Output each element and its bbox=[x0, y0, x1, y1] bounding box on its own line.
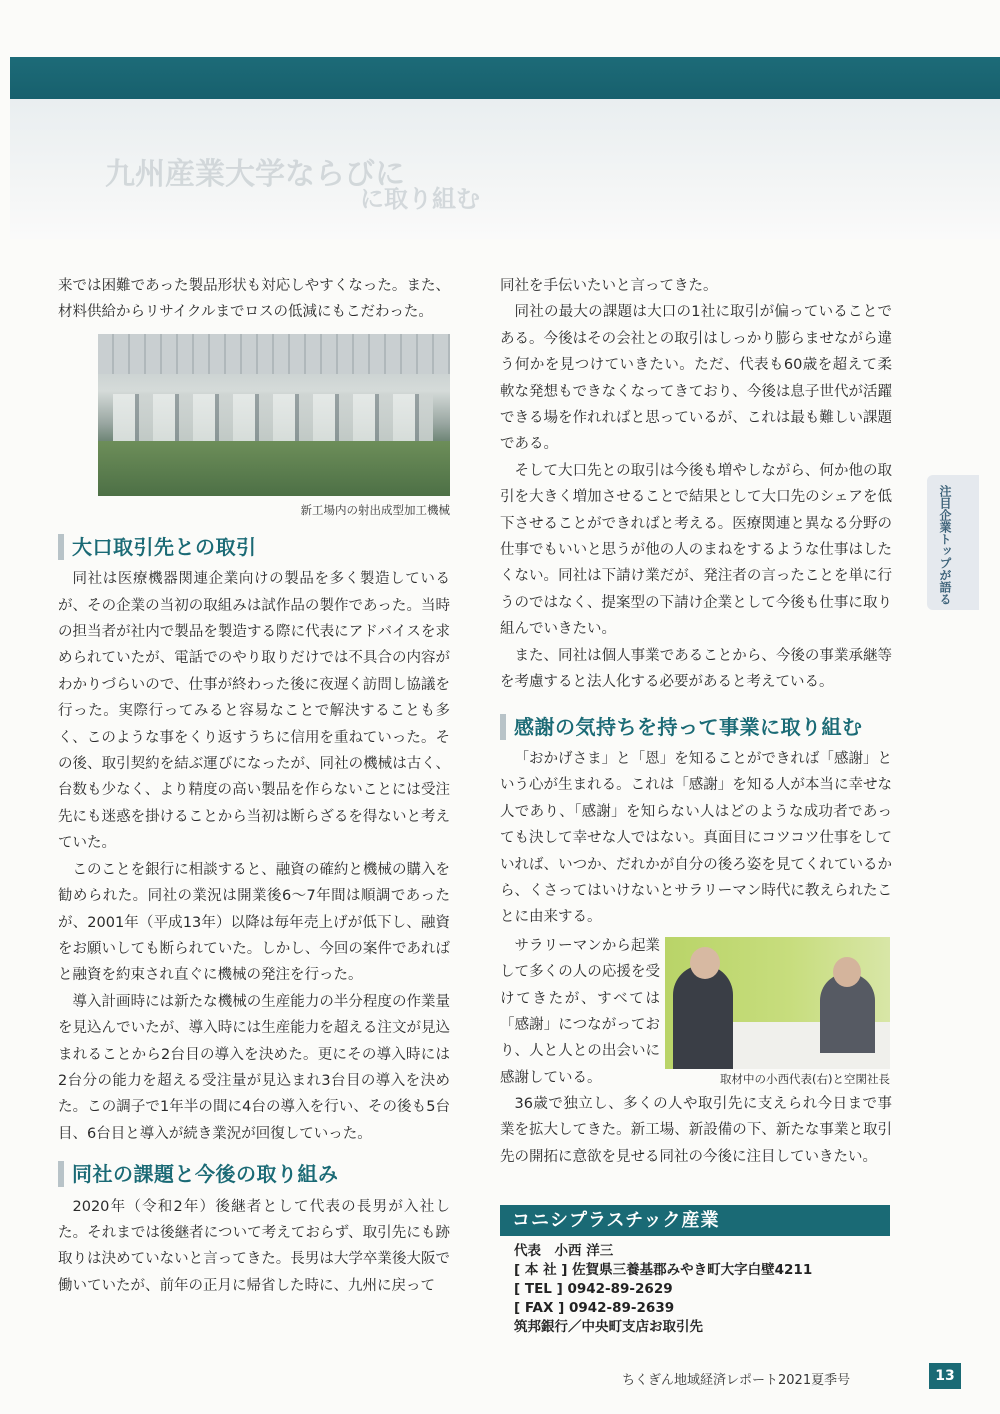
interview-photo-caption: 取材中の小西代表(右)と空閑社長 bbox=[720, 1071, 890, 1086]
paragraph: このことを銀行に相談すると、融資の確約と機械の購入を勧められた。同社の業況は開業後6〜7年間は順調であったが、2001年（平成13年）以降は毎年売上げが低下し、融資をお願いしても断られていた。しかし、今回の案件であればと融資を約束され直ぐに機械の発注を行った。 bbox=[58, 861, 450, 984]
paragraph: 2020年（令和2年）後継者として代表の長男が入社した。それまでは後継者について考えておらず、取引先にも跡取りは決めていないと言ってきた。長男は大学卒業後大阪で働いていたが、前年の正月に帰省した時に、九州に戻って bbox=[58, 1198, 450, 1294]
section-title-1: 大口取引先との取引 bbox=[72, 534, 257, 559]
paragraph: 導入計画時には新たな機械の生産能力の半分程度の作業量を見込んでいたが、導入時には生産能力を超える注文が見込まれることから2台目の導入を決めた。更にその導入時には2台分の能力を超える受注量が見込まれ3台目の導入を決めた。この調子で1年半の間に4台の導入を行い、その後も5台目、6台目と導入が続き業況が回復していった。 bbox=[58, 993, 450, 1142]
heading-bar bbox=[58, 1161, 64, 1187]
beside-photo-text bbox=[500, 933, 660, 1091]
page-number: 13 bbox=[929, 1363, 961, 1389]
paragraph: 同社を手伝いたいと言ってきた。 bbox=[500, 278, 718, 294]
section-heading-1 bbox=[58, 534, 450, 560]
paragraph: 同社の最大の課題は大口の1社に取引が偏っていることである。今後はその会社との取引はしっかり膨らませながら違う何かを見つけていきたい。ただ、代表も60歳を超えて柔軟な発想もできなくなってきており、今後は息子世代が活躍できる場を作れればと思っているが、これは最も難しい課題である。 bbox=[500, 304, 892, 453]
paragraph: そして大口先との取引は今後も増やしながら、何か他の取引を大きく増加させることで結果として大口先のシェアを低下させることができればと考える。医療関連と異なる分野の仕事でもいいと思うが他の人のまねをするような仕事はしたくない。同社は下請け業だが、発注者の言ったことを単に行うのではなく、提案型の下請け企業として今後も仕事に取り組んでいきたい。 bbox=[500, 462, 892, 638]
section-heading-2 bbox=[58, 1161, 450, 1187]
heading-bar bbox=[58, 534, 64, 560]
company-representative: 代表 小西 洋三 bbox=[514, 1243, 614, 1259]
right-column bbox=[500, 273, 892, 1170]
paragraph: 36歳で独立し、多くの人や取引先に支えられ今日まで事業を拡大してきた。新工場、新設備の下、新たな事業と取引先の開拓に意欲を見せる同社の今後に注目していきたい。 bbox=[500, 1095, 892, 1165]
paragraph: 同社は医療機器関連企業向けの製品を多く製造しているが、その企業の当初の取組みは試作品の製作であった。当時の担当者が社内で製品を製造する際に代表にアドバイスを求められていたが、電話でのやり取りだけでは不具合の内容がわかりづらいので、仕事が終わった後に夜遅く訪問し協議を行った。実際行ってみると容易なことで解決することも多く、このような事をくり返すうちに信用を重ねていった。その後、取引契約を結ぶ運びになったが、同社の機械は古く、台数も少なく、より精度の高い製品を作らないことには受注先にも迷惑を掛けることから当初は断らざるを得ないと考えていた。 bbox=[58, 571, 450, 852]
faded-header-area bbox=[10, 99, 1000, 239]
paragraph: また、同社は個人事業であることから、今後の事業承継等を考慮すると法人化する必要があると考えている。 bbox=[500, 647, 892, 691]
paragraph: 「おかげさま」と「恩」を知ることができれば「感謝」という心が生まれる。これは「感謝」を知る人が本当に幸せな人であり、「感謝」を知らない人はどのような成功者であっても決して幸せな人ではない。真面目にコツコツ仕事をしていれば、いつか、だれかが自分の後ろ姿を見てくれているから、くさってはいけないとサラリーマン時代に教えられたことに由来する。 bbox=[500, 750, 892, 926]
company-info-box bbox=[500, 1205, 890, 1337]
left-column bbox=[58, 273, 450, 1299]
heading-bar bbox=[500, 714, 506, 740]
intro-paragraph: 来では困難であった製品形状も対応しやすくなった。また、材料供給からリサイクルまでロスの低減にもこだわった。 bbox=[58, 278, 450, 321]
factory-photo bbox=[98, 334, 450, 496]
header-band bbox=[10, 57, 1000, 99]
interview-block bbox=[500, 933, 892, 1091]
company-tel: [ TEL ] 0942-89-2629 bbox=[514, 1281, 673, 1297]
publication-title: ちくぎん地域経済レポート2021夏季号 bbox=[622, 1373, 851, 1388]
section-heading-3 bbox=[500, 714, 892, 740]
side-tab-label: 注目企業トップが語る bbox=[938, 485, 952, 605]
factory-photo-caption: 新工場内の射出成型加工機械 bbox=[300, 502, 450, 517]
paragraph: サラリーマンから起業して多くの人の応援を受けてきたが、すべては「感謝」につながっており、人と人との出会いに感謝している。 bbox=[500, 937, 660, 1086]
interview-photo bbox=[665, 937, 890, 1069]
faded-heading-1: 九州産業大学ならびに bbox=[105, 157, 405, 192]
side-tab bbox=[927, 475, 979, 610]
company-bank: 筑邦銀行／中央町支店お取引先 bbox=[514, 1319, 703, 1335]
faded-heading-2: に取り組む bbox=[360, 185, 480, 213]
section-title-3: 感謝の気持ちを持って事業に取り組む bbox=[514, 714, 863, 739]
company-name: コニシプラスチック産業 bbox=[500, 1205, 890, 1236]
company-address: [ 本 社 ] 佐賀県三養基郡みやき町大字白壁4211 bbox=[514, 1262, 813, 1278]
section-title-2: 同社の課題と今後の取り組み bbox=[72, 1162, 339, 1187]
company-fax: [ FAX ] 0942-89-2639 bbox=[514, 1300, 675, 1316]
